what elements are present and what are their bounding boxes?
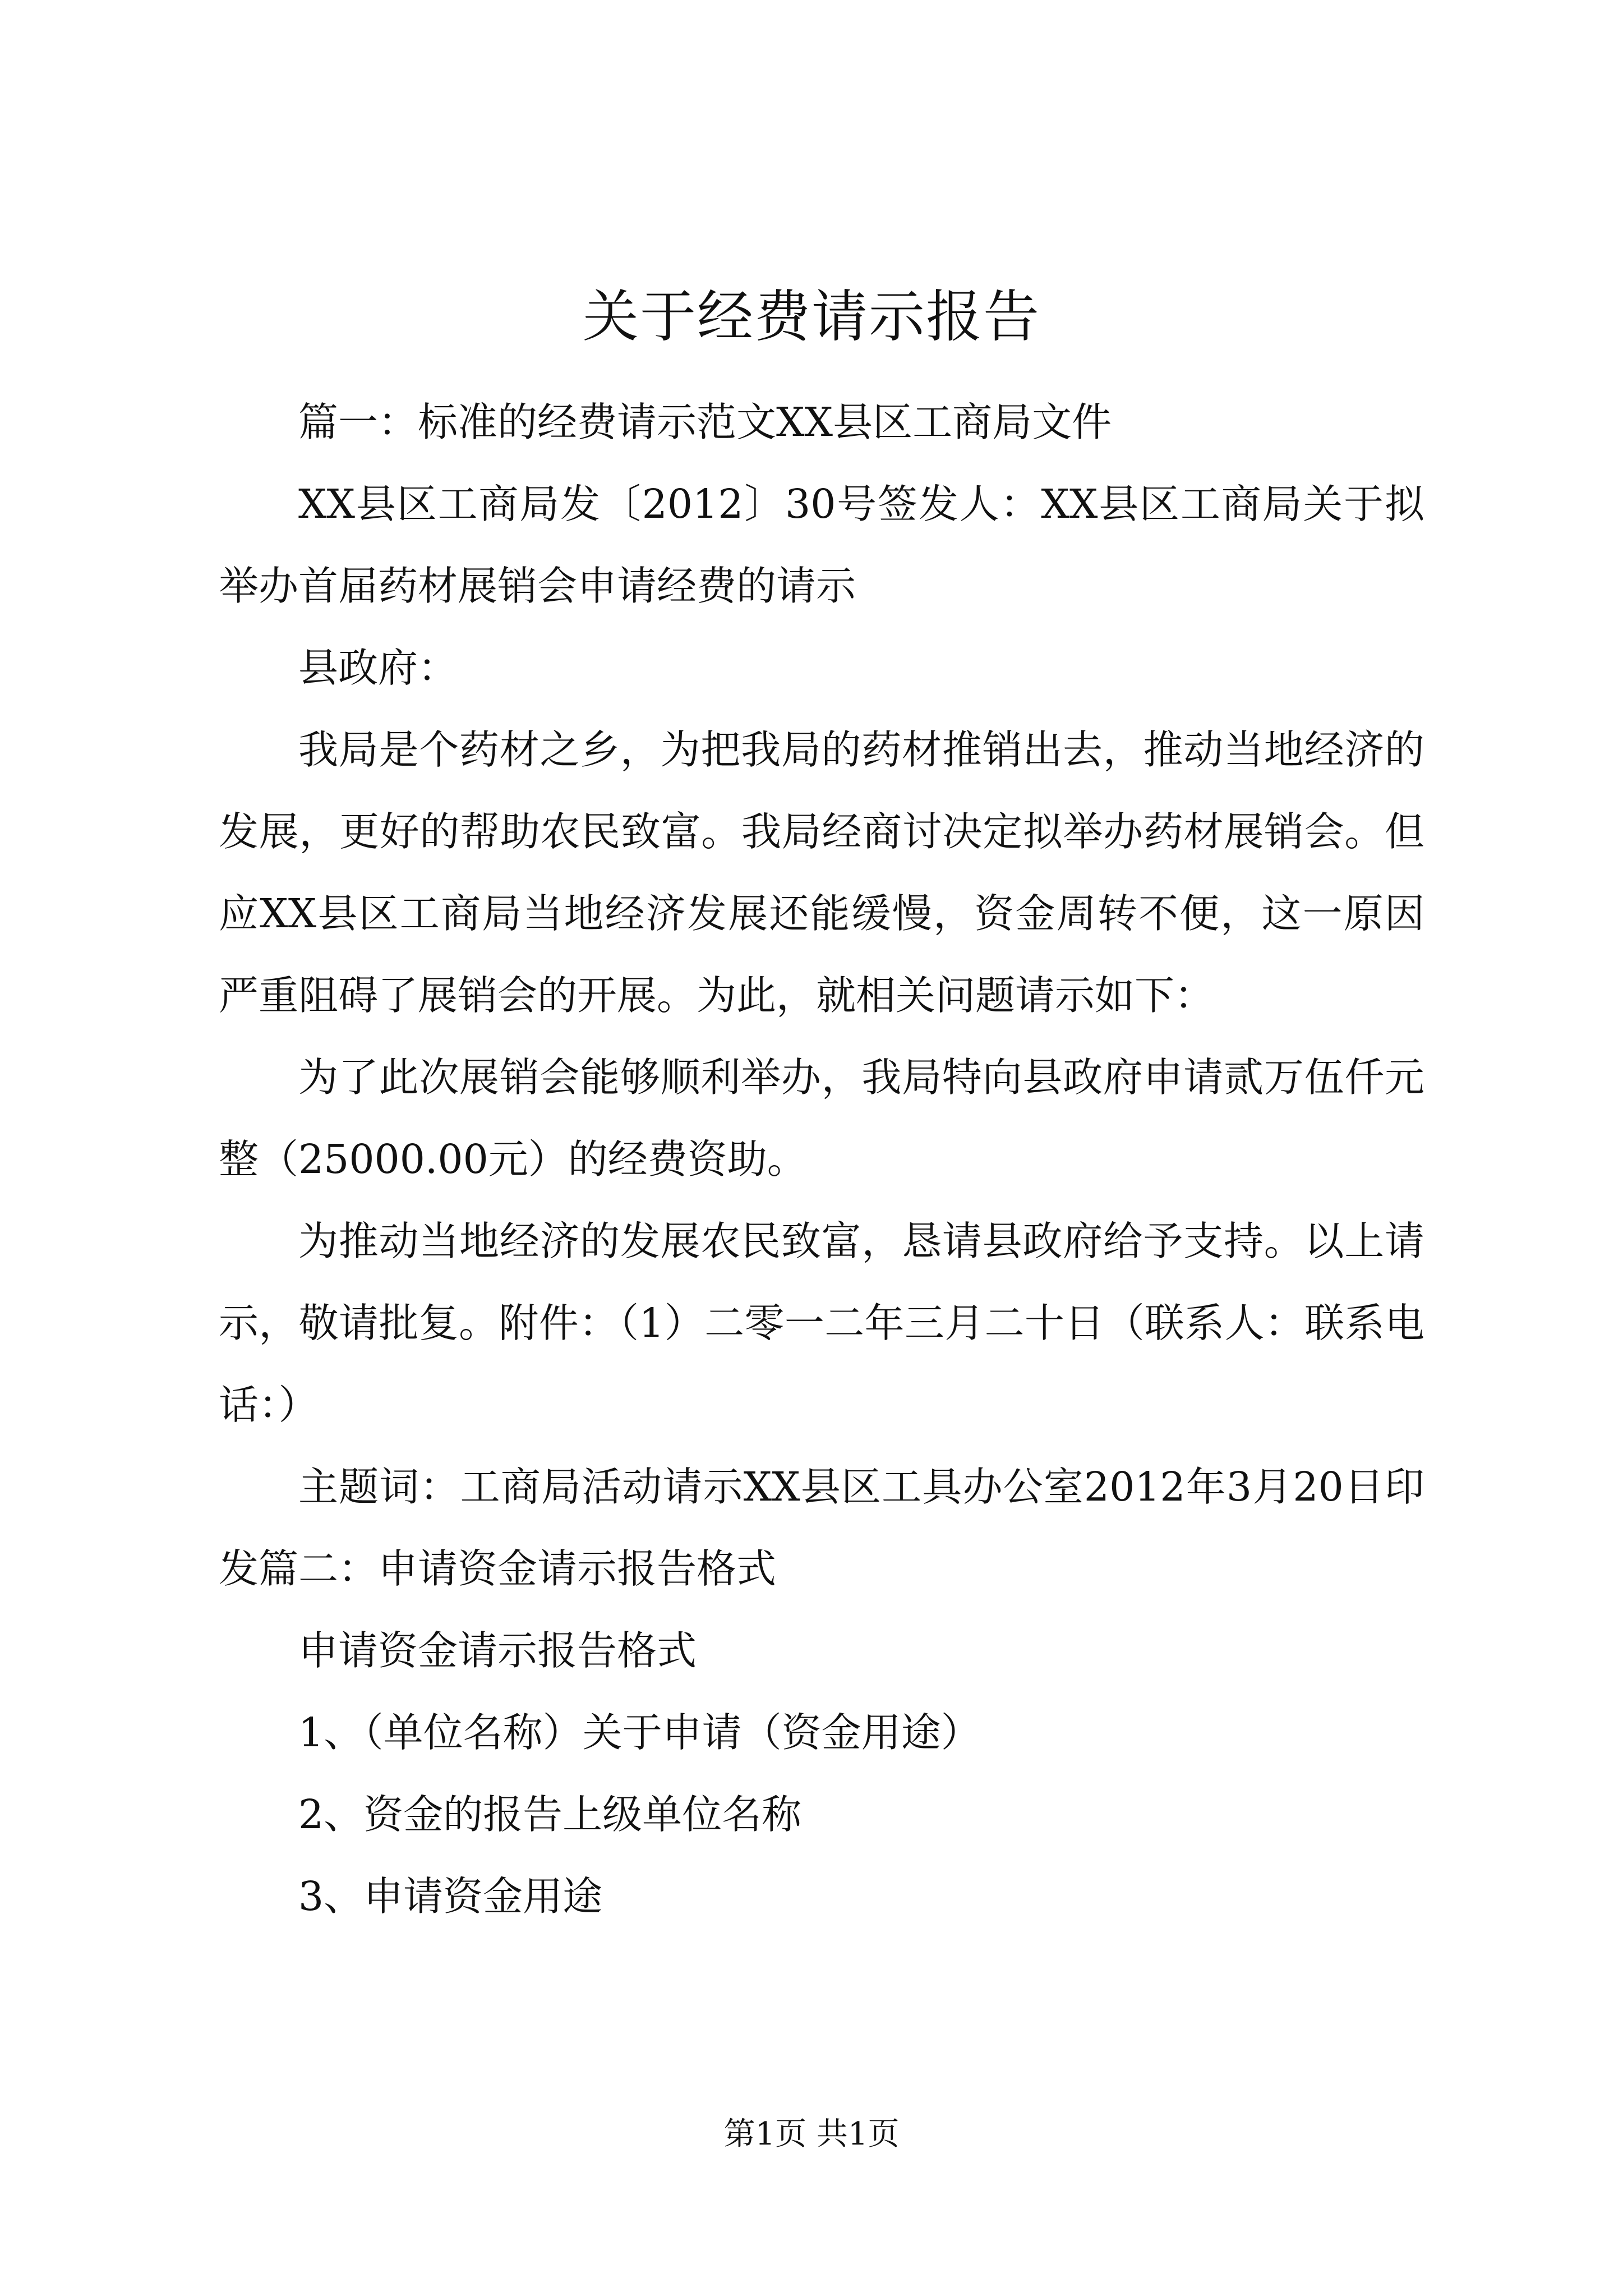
paragraph: XX县区工商局发〔2012〕30号签发人：XX县区工商局关于拟举办首届药材展销会申请经费的请示: [219, 481, 1424, 609]
page-footer: 第1页 共1页: [723, 2116, 900, 2152]
paragraph: 为推动当地经济的发展农民致富，恳请县政府给予支持。以上请示，敬请批复。附件：（1）二零一二年三月二十日（联系人：联系电话：）: [219, 1218, 1424, 1428]
paragraph: 为了此次展销会能够顺利举办，我局特向县政府申请贰万伍仟元整（25000.00元）的经费资助。: [219, 1054, 1424, 1182]
paragraph: 篇一：标准的经费请示范文XX县区工商局文件: [298, 399, 1112, 445]
paragraph: 县政府：: [298, 645, 458, 691]
paragraph: 1、（单位名称）关于申请（资金用途）: [298, 1709, 981, 1756]
paragraph: 主题词：工商局活动请示XX县区工具办公室2012年3月20日印发篇二：申请资金请示报告格式: [219, 1464, 1424, 1592]
document-body: [219, 381, 1424, 1938]
paragraph: 2、资金的报告上级单位名称: [298, 1791, 802, 1838]
document-title: 关于经费请示报告: [583, 284, 1040, 349]
paragraph: 我局是个药材之乡，为把我局的药材推销出去，推动当地经济的发展，更好的帮助农民致富。我局经商讨决定拟举办药材展销会。但应XX县区工商局当地经济发展还能缓慢，资金周转不便，这一原因严重阻碍了展销会的开展。为此，就相关问题请示如下：: [219, 726, 1424, 1019]
paragraph: 3、申请资金用途: [298, 1873, 603, 1920]
paragraph: 申请资金请示报告格式: [298, 1627, 697, 1674]
